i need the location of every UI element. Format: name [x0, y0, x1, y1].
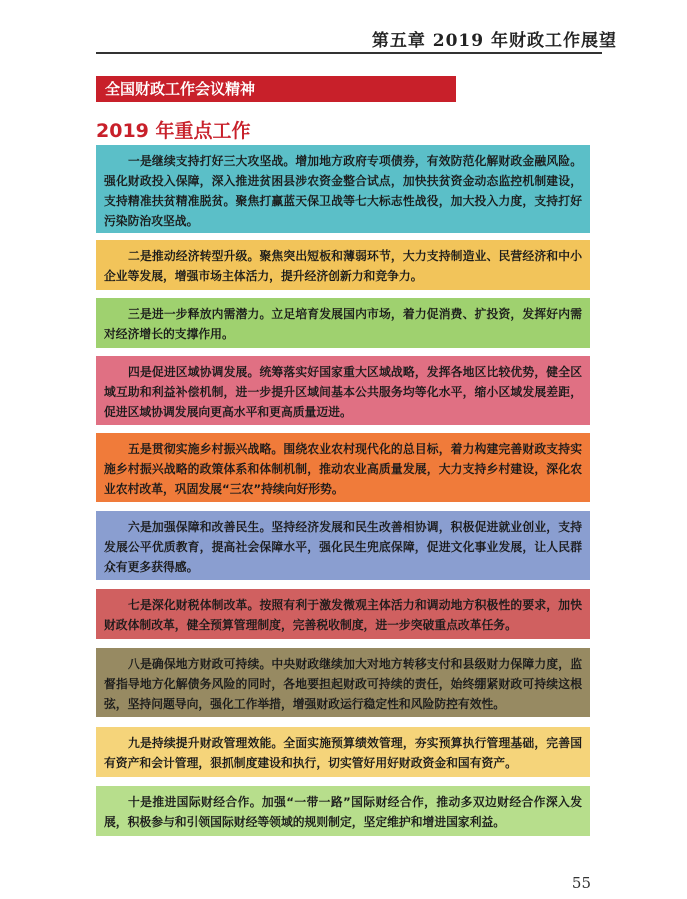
key-task-8: 八是确保地方财政可持续。中央财政继续加大对地方转移支付和县级财力保障力度，监督指导地方化解债务风险的同时，各地要担起财政可持续的责任，始终绷紧财政可持续这根弦，坚持问题导向，强化工作举措，增强财政运行稳定性和风险防控有效性。 [96, 648, 590, 717]
key-task-5: 五是贯彻实施乡村振兴战略。围绕农业农村现代化的总目标，着力构建完善财政支持实施乡村振兴战略的政策体系和体制机制，推动农业高质量发展，大力支持乡村建设，深化农业农村改革，巩固发展“三农”持续向好形势。 [96, 433, 590, 502]
key-task-9: 九是持续提升财政管理效能。全面实施预算绩效管理，夯实预算执行管理基础，完善国有资产和会计管理，狠抓制度建设和执行，切实管好用好财政资金和国有资产。 [96, 727, 590, 777]
page-number: 55 [571, 874, 591, 892]
header-rule [96, 52, 602, 54]
key-task-10: 十是推进国际财经合作。加强“一带一路”国际财经合作，推动多双边财经合作深入发展，积极参与和引领国际财经等领域的规则制定，坚定维护和增进国家利益。 [96, 786, 590, 836]
key-task-1: 一是继续支持打好三大攻坚战。增加地方政府专项债券，有效防范化解财政金融风险。强化财政投入保障，深入推进贫困县涉农资金整合试点，加快扶贫资金动态监控机制建设，支持精准扶贫精准脱贫。聚焦打赢蓝天保卫战等七大标志性战役，加大投入力度，支持打好污染防治攻坚战。 [96, 145, 590, 233]
key-task-4: 四是促进区域协调发展。统筹落实好国家重大区域战略，发挥各地区比较优势，健全区域互助和利益补偿机制，进一步提升区域间基本公共服务均等化水平，缩小区域发展差距，促进区域协调发展向更高水平和更高质量迈进。 [96, 356, 590, 425]
key-task-6: 六是加强保障和改善民生。坚持经济发展和民生改善相协调，积极促进就业创业，支持发展公平优质教育，提高社会保障水平，强化民生兜底保障，促进文化事业发展，让人民群众有更多获得感。 [96, 511, 590, 580]
section-banner: 全国财政工作会议精神 [96, 76, 456, 102]
key-task-3: 三是进一步释放内需潜力。立足培育发展国内市场，着力促消费、扩投资，发挥好内需对经济增长的支撑作用。 [96, 298, 590, 348]
section-title: 2019 年重点工作 [96, 120, 251, 142]
key-task-2: 二是推动经济转型升级。聚焦突出短板和薄弱环节，大力支持制造业、民营经济和中小企业等发展，增强市场主体活力，提升经济创新力和竞争力。 [96, 240, 590, 290]
key-task-7: 七是深化财税体制改革。按照有利于激发微观主体活力和调动地方积极性的要求，加快财政体制改革，健全预算管理制度，完善税收制度，进一步突破重点改革任务。 [96, 589, 590, 639]
chapter-header: 第五章 2019 年财政工作展望 [371, 31, 617, 51]
